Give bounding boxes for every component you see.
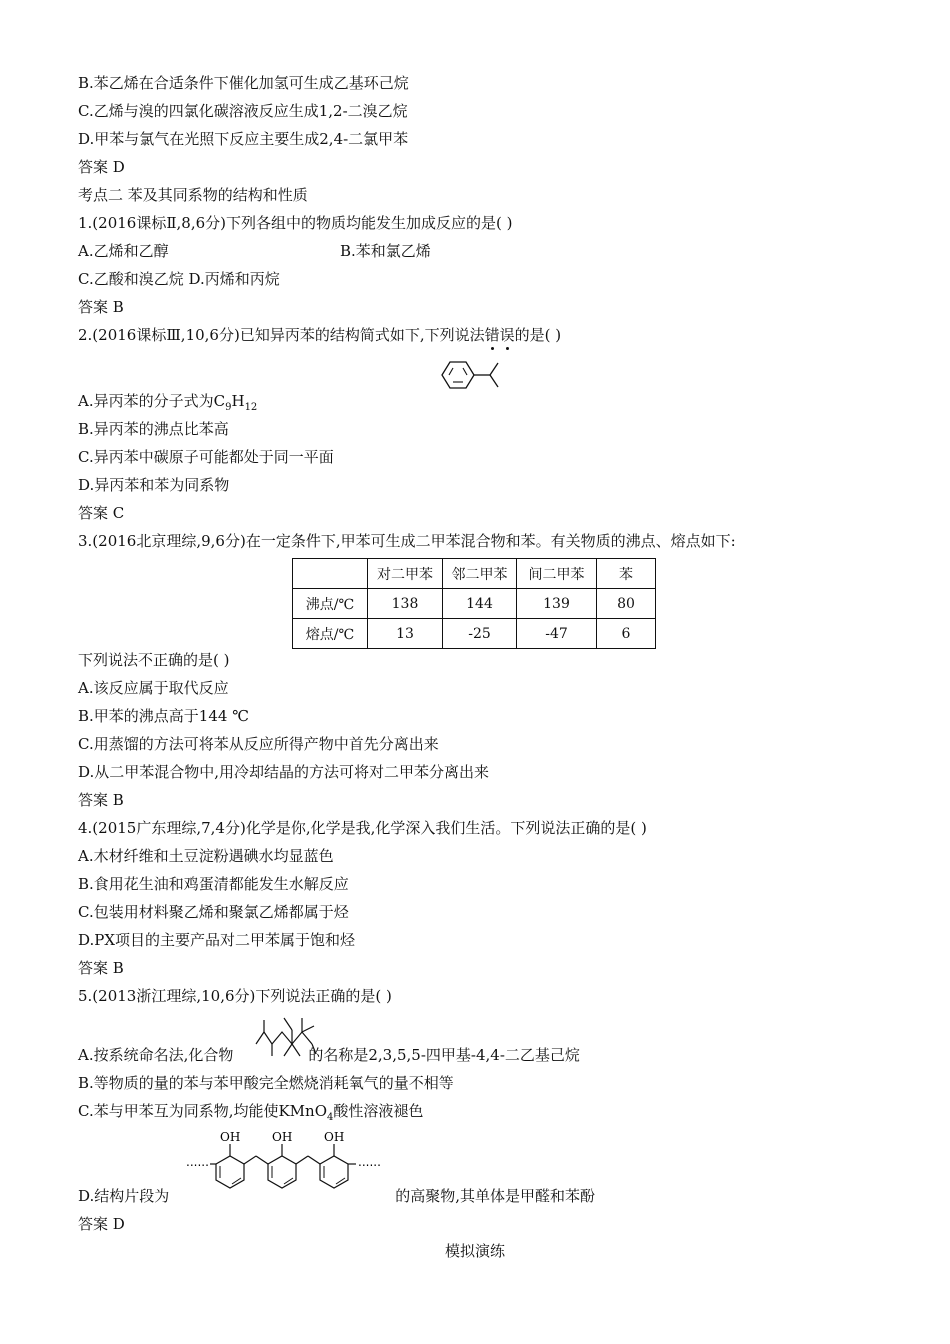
section-footer-title: 模拟演练	[444, 1242, 505, 1260]
table-cell: 沸点/℃	[293, 589, 368, 619]
table-cell: -25	[443, 619, 517, 649]
answer-line: 答案 B	[78, 959, 124, 977]
option-line: C.乙酸和溴乙烷 D.丙烯和丙烷	[78, 270, 280, 288]
option-line: C.异丙苯中碳原子可能都处于同一平面	[78, 448, 334, 466]
question-text: 2.(2016课标Ⅲ,10,6分)已知异丙苯的结构简式如下,下列说法	[78, 326, 485, 344]
option-line: A.木材纤维和土豆淀粉遇碘水均显蓝色	[78, 847, 334, 865]
subscript: 4	[327, 1112, 334, 1123]
table-cell: 熔点/℃	[293, 619, 368, 649]
option-line: C.用蒸馏的方法可将苯从反应所得产物中首先分离出来	[78, 735, 439, 753]
table-row	[293, 589, 656, 619]
table-header-row	[293, 559, 656, 589]
option-text: C.苯与甲苯互为同系物,均能使KMnO	[78, 1102, 328, 1120]
option-line: C.包装用材料聚乙烯和聚氯乙烯都属于烃	[78, 903, 349, 921]
dots-left: ......	[186, 1155, 209, 1169]
table-header-cell: 苯	[597, 559, 656, 589]
option-text: D.结构片段为	[78, 1187, 170, 1205]
option-line: B.苯和氯乙烯	[340, 242, 431, 260]
option-text: 酸性溶液褪色	[333, 1102, 424, 1120]
emphasis-char: 错	[484, 326, 500, 344]
table-cell: 139	[517, 589, 597, 619]
answer-line: 答案 D	[78, 158, 125, 176]
subscript: 12	[244, 402, 258, 413]
option-line: B.异丙苯的沸点比苯高	[78, 420, 229, 438]
oh-label: OH	[220, 1130, 241, 1144]
option-line: A.该反应属于取代反应	[78, 679, 229, 697]
boiling-melting-table	[292, 558, 656, 649]
oh-label: OH	[272, 1130, 293, 1144]
option-text: H	[231, 392, 245, 410]
option-text: A.异丙苯的分子式为C	[78, 392, 226, 410]
table-cell: 6	[597, 619, 656, 649]
table-cell: 138	[368, 589, 443, 619]
option-line: D.甲苯与氯气在光照下反应主要生成2,4-二氯甲苯	[78, 130, 409, 148]
option-line: D.异丙苯和苯为同系物	[78, 476, 230, 494]
option-line: B.等物质的量的苯与苯甲酸完全燃烧消耗氧气的量不相等	[78, 1074, 454, 1092]
option-line	[78, 1045, 580, 1065]
answer-line: 答案 C	[78, 504, 125, 522]
table-cell: -47	[517, 619, 597, 649]
question-3: 3.(2016北京理综,9,6分)在一定条件下,甲苯可生成二甲苯混合物和苯。有关物质的沸点、熔点如下:	[78, 532, 736, 550]
dots-right: ......	[358, 1155, 381, 1169]
option-text: A.按系统命名法,化合物	[78, 1046, 234, 1064]
isopropylbenzene-structure	[438, 357, 518, 393]
table-cell: 13	[368, 619, 443, 649]
table-cell: 80	[597, 589, 656, 619]
table-header-cell: 邻二甲苯	[443, 559, 517, 589]
answer-line: 答案 B	[78, 791, 124, 809]
question-stem: 下列说法不正确的是( )	[78, 651, 230, 669]
question-4: 4.(2015广东理综,7,4分)化学是你,化学是我,化学深入我们生活。下列说法正确的是( )	[78, 819, 647, 837]
question-2	[78, 325, 561, 345]
option-line	[78, 1101, 423, 1128]
question-1: 1.(2016课标Ⅱ,8,6分)下列各组中的物质均能发生加成反应的是( )	[78, 214, 513, 232]
option-line	[78, 391, 257, 418]
option-line: D.从二甲苯混合物中,用冷却结晶的方法可将对二甲苯分离出来	[78, 763, 490, 781]
section-heading: 考点二 苯及其同系物的结构和性质	[78, 186, 308, 204]
table-header-cell	[293, 559, 368, 589]
option-line: B.甲苯的沸点高于144 ℃	[78, 707, 249, 725]
option-line: D.PX项目的主要产品对二甲苯属于饱和烃	[78, 931, 356, 949]
answer-line: 答案 D	[78, 1215, 125, 1233]
emphasis-char: 误	[499, 326, 515, 344]
answer-line: 答案 B	[78, 298, 124, 316]
option-line: C.乙烯与溴的四氯化碳溶液反应生成1,2-二溴乙烷	[78, 102, 408, 120]
option-line	[78, 1186, 595, 1206]
question-5: 5.(2013浙江理综,10,6分)下列说法正确的是( )	[78, 987, 392, 1005]
question-text: 的是( )	[514, 326, 562, 344]
option-text: 的高聚物,其单体是甲醛和苯酚	[395, 1187, 596, 1205]
subscript: 9	[225, 402, 232, 413]
table-row	[293, 619, 656, 649]
option-text: 的名称是2,3,5,5-四甲基-4,4-二乙基己烷	[308, 1046, 580, 1064]
table-cell: 144	[443, 589, 517, 619]
table-header-cell: 对二甲苯	[368, 559, 443, 589]
option-line: B.食用花生油和鸡蛋清都能发生水解反应	[78, 875, 349, 893]
table-header-cell: 间二甲苯	[517, 559, 597, 589]
option-line: A.乙烯和乙醇	[78, 242, 169, 260]
oh-label: OH	[324, 1130, 345, 1144]
option-line: B.苯乙烯在合适条件下催化加氢可生成乙基环己烷	[78, 74, 409, 92]
